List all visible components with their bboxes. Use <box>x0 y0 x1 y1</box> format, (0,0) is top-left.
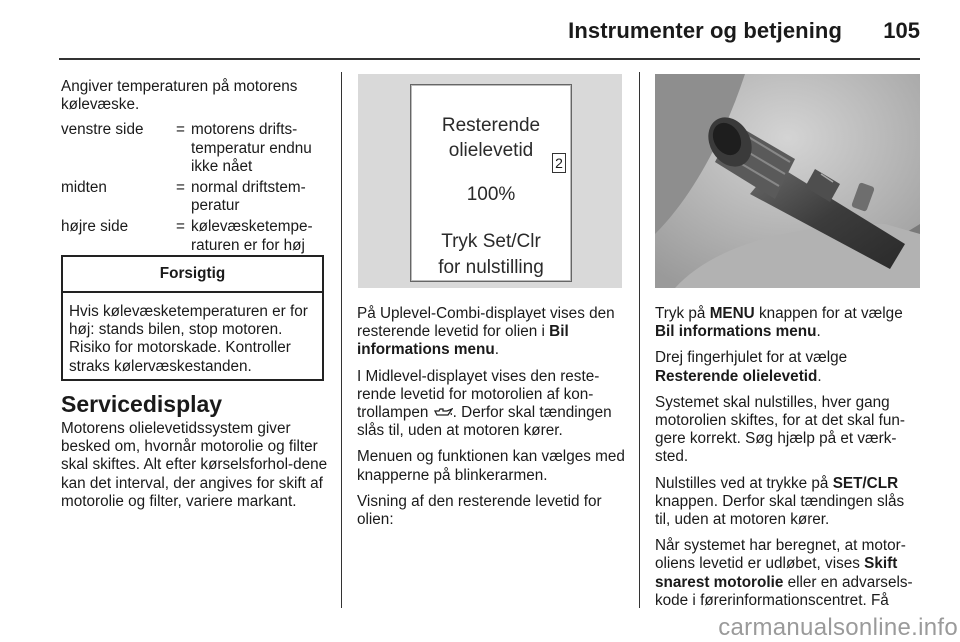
paragraph-text: . <box>816 323 821 341</box>
display-line: Tryk Set/Clr <box>441 231 541 252</box>
column-divider-2 <box>639 72 640 608</box>
page-title: Instrumenter og betjening <box>568 18 842 43</box>
page-header <box>0 0 960 60</box>
paragraph <box>357 305 625 360</box>
definition-term: højre side <box>61 218 129 236</box>
paragraph-text: knappen. Derfor skal tændingen slås til, uden at motoren kører. <box>655 492 905 529</box>
paragraph <box>357 368 625 441</box>
paragraph <box>655 537 923 610</box>
paragraph <box>655 305 923 341</box>
stalk-photo <box>655 74 920 288</box>
paragraph: Visning af den resterende levetid for olien: <box>357 492 602 529</box>
display-line: Resterende <box>441 115 541 136</box>
display-indicator-number: 2 <box>552 153 566 173</box>
paragraph-text: På Uplevel-Combi-displayet vises den resterende levetid for olien i <box>357 305 615 341</box>
page-number: 105 <box>883 18 920 43</box>
definition-text: motorens drifts-temperatur endnu ikke nået <box>191 121 312 175</box>
oil-can-icon <box>433 407 453 418</box>
display-percent: 100% <box>466 184 516 205</box>
button-name: MENU <box>709 305 755 322</box>
paragraph-text: . Derfor skal tændingen slås til, uden at motoren kører. <box>357 404 612 440</box>
definition-row <box>61 121 326 176</box>
definition-text: kølevæsketempe-raturen er for høj <box>191 218 313 254</box>
display-line: olielevetid <box>448 140 534 161</box>
column-1 <box>61 78 326 255</box>
definition-separator: = <box>176 218 185 236</box>
paragraph-text: . <box>494 341 499 359</box>
definition-text: normal driftstem-peratur <box>191 179 306 215</box>
paragraph-text: eller en advarsels-kode i førerinformationscentret. Få <box>655 573 913 609</box>
warning-box <box>61 255 324 381</box>
message-name: Skift snarest motorolie <box>655 555 898 591</box>
column-3 <box>655 305 923 618</box>
display-line: for nulstilling <box>438 257 544 278</box>
display-illustration <box>358 74 622 288</box>
column-divider-1 <box>341 72 342 608</box>
column-2 <box>357 305 625 537</box>
definition-row <box>61 218 326 254</box>
header-divider <box>59 58 920 60</box>
menu-name: Bil informations menu <box>357 323 569 359</box>
paragraph-text: . <box>817 367 822 385</box>
paragraph: Menuen og funktionen kan vælges med knapperne på blinkerarmen. <box>357 448 625 484</box>
paragraph-text: I Midlevel-displayet vises den reste-rende levetid for motorolien af kon-trollampen <box>357 367 600 422</box>
definition-row <box>61 179 326 215</box>
menu-name: Bil informations menu <box>655 323 817 341</box>
paragraph-text: Nulstilles ved at trykke på <box>655 474 833 492</box>
definition-separator: = <box>176 179 185 197</box>
stalk-illustration <box>655 74 920 288</box>
paragraph <box>655 349 923 385</box>
paragraph: Systemet skal nulstilles, hver gang motorolien skiftes, for at det skal fun-gere korrekt. Søg hjælp på et værk-sted. <box>655 393 905 466</box>
paragraph-text: Tryk på <box>655 305 710 322</box>
definition-term: midten <box>61 179 107 197</box>
paragraph-text: Drej fingerhjulet for at vælge <box>655 349 848 367</box>
page-footer <box>0 614 960 642</box>
watermark: carmanualsonline.info <box>718 614 958 641</box>
paragraph-text: Når systemet har beregnet, at motor-oliens levetid er udløbet, vises <box>655 537 906 573</box>
menu-name: Resterende olielevetid <box>655 367 818 385</box>
definition-term: venstre side <box>61 121 144 139</box>
warning-text: Hvis kølevæsketemperaturen er for høj: stands bilen, stop motoren. Risiko for motorskade. Kontroller straks kølervæskestanden. <box>69 303 308 375</box>
section-text: Motorens olielevetidssystem giver besked om, hvornår motorolie og filter skal skiftes. Alt efter kørselsforhol-dene kan det interval, der angives for skift af motorolie og filter, variere markant. <box>61 420 328 510</box>
intro-text: Angiver temperaturen på motorens kølevæske. <box>61 78 298 114</box>
warning-title: Forsigtig <box>63 257 322 293</box>
display-screen <box>410 84 572 282</box>
paragraph <box>655 475 923 530</box>
definition-separator: = <box>176 121 185 139</box>
section-heading: Servicedisplay <box>61 391 223 417</box>
button-name: SET/CLR <box>832 474 899 492</box>
paragraph-text: knappen for at vælge <box>754 305 903 322</box>
